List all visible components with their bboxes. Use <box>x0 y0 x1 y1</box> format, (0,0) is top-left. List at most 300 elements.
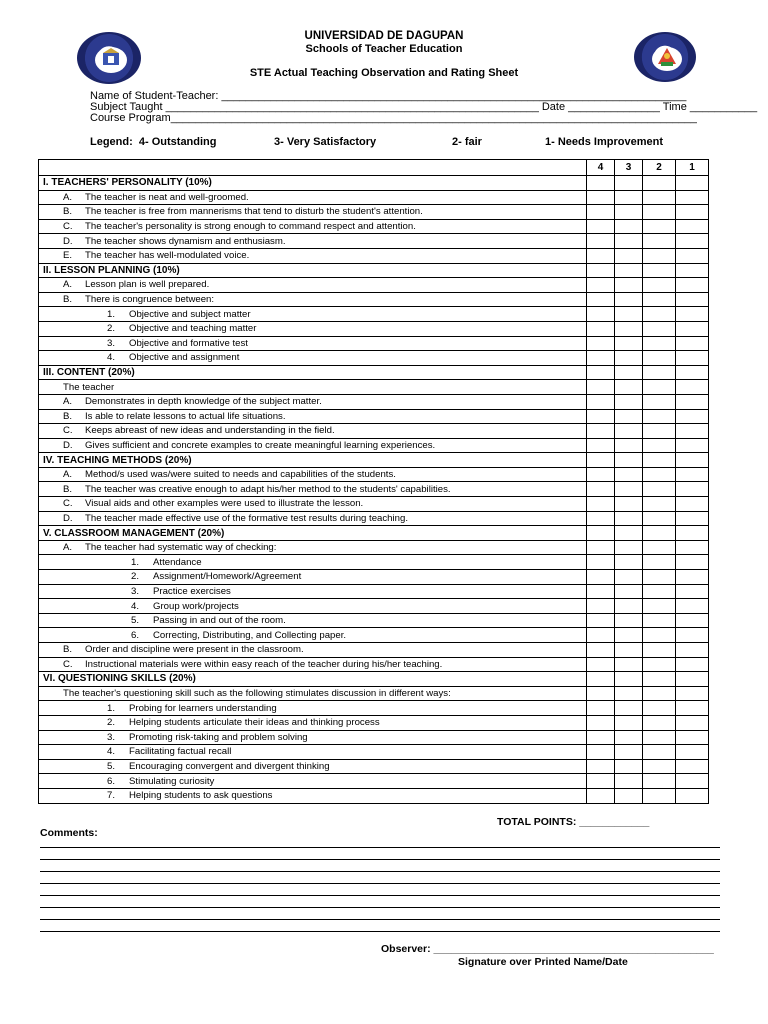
score-cell-3 <box>615 380 643 395</box>
item-label: The teacher's questioning skill such as the following stimulates discussion in different ways: <box>63 688 451 700</box>
score-cell-1[interactable] <box>676 715 709 730</box>
score-cell-4[interactable] <box>587 409 615 424</box>
criterion-row <box>39 555 709 570</box>
item-marker: 5. <box>131 615 140 627</box>
score-cell-4[interactable] <box>587 613 615 628</box>
score-cell-4[interactable] <box>587 205 615 220</box>
score-cell-3[interactable] <box>615 613 643 628</box>
score-cell-1 <box>676 176 709 191</box>
criterion-row <box>39 497 709 512</box>
score-cell-4[interactable] <box>587 292 615 307</box>
item-label: Practice exercises <box>153 585 231 597</box>
score-cell-3[interactable] <box>615 511 643 526</box>
score-cell-2[interactable] <box>643 497 676 512</box>
criterion-row <box>39 788 709 803</box>
score-cell-2[interactable] <box>643 351 676 366</box>
score-cell-4 <box>587 263 615 278</box>
score-cell-2[interactable] <box>643 745 676 760</box>
score-cell-2[interactable] <box>643 613 676 628</box>
criterion-row <box>39 278 709 293</box>
score-cell-1 <box>676 263 709 278</box>
comment-line[interactable] <box>40 895 720 896</box>
score-cell-1[interactable] <box>676 540 709 555</box>
score-cell-4[interactable] <box>587 570 615 585</box>
university-name: UNIVERSIDAD DE DAGUPAN <box>304 30 464 42</box>
score-cell-3[interactable] <box>615 555 643 570</box>
score-cell-3[interactable] <box>615 394 643 409</box>
criterion-row <box>39 292 709 307</box>
item-marker: 3. <box>107 337 116 349</box>
score-cell-2[interactable] <box>643 438 676 453</box>
score-cell-4[interactable] <box>587 234 615 249</box>
score-cell-2[interactable] <box>643 730 676 745</box>
item-label: Instructional materials were within easy reach of the teacher during his/her teaching. <box>85 658 443 670</box>
criterion-row <box>39 219 709 234</box>
item-marker: 6. <box>107 775 116 787</box>
score-cell-1[interactable] <box>676 351 709 366</box>
item-label: I. TEACHERS' PERSONALITY (10%) <box>43 177 212 189</box>
criterion-text <box>39 307 587 322</box>
score-cell-3[interactable] <box>615 190 643 205</box>
score-cell-2[interactable] <box>643 628 676 643</box>
score-cell-1[interactable] <box>676 248 709 263</box>
score-cell-4[interactable] <box>587 190 615 205</box>
score-cell-3[interactable] <box>615 409 643 424</box>
score-cell-3[interactable] <box>615 278 643 293</box>
score-cell-4 <box>587 672 615 687</box>
score-cell-4[interactable] <box>587 599 615 614</box>
score-cell-4[interactable] <box>587 701 615 716</box>
criterion-row <box>39 628 709 643</box>
score-cell-4[interactable] <box>587 307 615 322</box>
score-cell-1[interactable] <box>676 424 709 439</box>
score-cell-2[interactable] <box>643 701 676 716</box>
criterion-row <box>39 248 709 263</box>
score-cell-4[interactable] <box>587 248 615 263</box>
score-header-4: 4 <box>587 160 615 176</box>
criterion-row <box>39 730 709 745</box>
score-cell-1[interactable] <box>676 657 709 672</box>
comment-line[interactable] <box>40 907 720 908</box>
score-cell-2[interactable] <box>643 424 676 439</box>
criterion-row <box>39 657 709 672</box>
score-cell-2[interactable] <box>643 584 676 599</box>
score-cell-2[interactable] <box>643 336 676 351</box>
item-label: The teacher was creative enough to adapt his/her method to the students' capabilities. <box>85 483 451 495</box>
item-marker: 2. <box>107 323 116 335</box>
score-cell-4[interactable] <box>587 788 615 803</box>
criterion-row <box>39 570 709 585</box>
score-cell-4[interactable] <box>587 745 615 760</box>
item-marker: B. <box>63 644 73 656</box>
score-cell-1[interactable] <box>676 234 709 249</box>
criterion-text <box>39 497 587 512</box>
item-label: Group work/projects <box>153 600 239 612</box>
score-cell-3[interactable] <box>615 336 643 351</box>
score-cell-1 <box>676 526 709 541</box>
total-points[interactable]: TOTAL POINTS: ____________ <box>497 816 650 828</box>
criterion-text <box>39 205 587 220</box>
score-cell-3[interactable] <box>615 715 643 730</box>
score-cell-2[interactable] <box>643 482 676 497</box>
criterion-row <box>39 438 709 453</box>
item-marker: 6. <box>131 629 140 641</box>
score-cell-2[interactable] <box>643 570 676 585</box>
score-cell-3[interactable] <box>615 584 643 599</box>
item-label: Passing in and out of the room. <box>153 615 286 627</box>
rating-table <box>38 159 709 804</box>
item-marker: 1. <box>107 702 116 714</box>
score-cell-3[interactable] <box>615 321 643 336</box>
criterion-text <box>39 321 587 336</box>
item-label: VI. QUESTIONING SKILLS (20%) <box>43 673 196 685</box>
score-cell-1[interactable] <box>676 511 709 526</box>
item-label: Promoting risk-taking and problem solving <box>129 731 308 743</box>
item-marker: 4. <box>107 746 116 758</box>
score-cell-3 <box>615 686 643 701</box>
section-title <box>39 453 587 468</box>
score-cell-1 <box>676 686 709 701</box>
criterion-row <box>39 190 709 205</box>
score-cell-2[interactable] <box>643 467 676 482</box>
criterion-text <box>39 759 587 774</box>
score-cell-2[interactable] <box>643 278 676 293</box>
item-marker: 1. <box>107 308 116 320</box>
item-label: II. LESSON PLANNING (10%) <box>43 264 180 276</box>
criterion-text <box>39 336 587 351</box>
criterion-row <box>39 482 709 497</box>
comments-label: Comments: <box>40 827 98 839</box>
section-title <box>39 263 587 278</box>
criterion-row <box>39 540 709 555</box>
score-cell-3[interactable] <box>615 292 643 307</box>
score-header-2: 2 <box>643 160 676 176</box>
item-marker: 4. <box>107 352 116 364</box>
item-label: The teacher shows dynamism and enthusiasm. <box>85 235 286 247</box>
item-label: Keeps abreast of new ideas and understanding in the field. <box>85 425 335 437</box>
criterion-text <box>39 292 587 307</box>
score-cell-1[interactable] <box>676 497 709 512</box>
school-name: Schools of Teacher Education <box>305 43 463 55</box>
score-cell-4[interactable] <box>587 438 615 453</box>
score-cell-2[interactable] <box>643 759 676 774</box>
item-marker: D. <box>63 439 73 451</box>
score-cell-1[interactable] <box>676 599 709 614</box>
score-cell-1[interactable] <box>676 409 709 424</box>
criterion-row <box>39 467 709 482</box>
criterion-text <box>39 278 587 293</box>
item-marker: 5. <box>107 761 116 773</box>
item-label: The teacher had systematic way of checking: <box>85 542 277 554</box>
comment-line[interactable] <box>40 931 720 932</box>
score-cell-1[interactable] <box>676 278 709 293</box>
score-cell-1[interactable] <box>676 394 709 409</box>
comment-line[interactable] <box>40 883 720 884</box>
item-marker: 3. <box>131 585 140 597</box>
item-marker: 3. <box>107 731 116 743</box>
score-cell-1[interactable] <box>676 628 709 643</box>
score-cell-4[interactable] <box>587 394 615 409</box>
score-cell-4 <box>587 380 615 395</box>
item-marker: 4. <box>131 600 140 612</box>
score-cell-3[interactable] <box>615 467 643 482</box>
score-cell-4[interactable] <box>587 511 615 526</box>
criterion-row <box>39 774 709 789</box>
score-cell-2[interactable] <box>643 511 676 526</box>
criterion-text <box>39 248 587 263</box>
score-cell-2[interactable] <box>643 219 676 234</box>
item-marker: D. <box>63 512 73 524</box>
score-cell-4[interactable] <box>587 730 615 745</box>
criterion-text <box>39 584 587 599</box>
section-row <box>39 365 709 380</box>
signature-caption: Signature over Printed Name/Date <box>458 956 628 968</box>
score-cell-1[interactable] <box>676 584 709 599</box>
criterion-text <box>39 424 587 439</box>
criterion-row <box>39 380 709 395</box>
score-cell-2[interactable] <box>643 248 676 263</box>
score-cell-1[interactable] <box>676 219 709 234</box>
score-header-1: 1 <box>676 160 709 176</box>
score-cell-4 <box>587 176 615 191</box>
item-label: There is congruence between: <box>85 294 215 306</box>
score-cell-2[interactable] <box>643 657 676 672</box>
criterion-text <box>39 570 587 585</box>
score-cell-4 <box>587 453 615 468</box>
item-label: Encouraging convergent and divergent thinking <box>129 761 330 773</box>
score-cell-3[interactable] <box>615 774 643 789</box>
item-marker: C. <box>63 658 73 670</box>
score-cell-1[interactable] <box>676 759 709 774</box>
criterion-text <box>39 745 587 760</box>
score-cell-1 <box>676 380 709 395</box>
criterion-row <box>39 321 709 336</box>
sheet-title: STE Actual Teaching Observation and Rating Sheet <box>249 67 519 79</box>
section-title <box>39 672 587 687</box>
score-cell-1[interactable] <box>676 482 709 497</box>
score-cell-2[interactable] <box>643 190 676 205</box>
section-title <box>39 365 587 380</box>
score-cell-3[interactable] <box>615 759 643 774</box>
score-cell-3[interactable] <box>615 643 643 658</box>
section-row <box>39 453 709 468</box>
criterion-row <box>39 234 709 249</box>
criterion-text <box>39 351 587 366</box>
criteria-header <box>39 160 587 176</box>
score-cell-2[interactable] <box>643 409 676 424</box>
score-cell-3[interactable] <box>615 628 643 643</box>
score-cell-2[interactable] <box>643 643 676 658</box>
score-cell-2[interactable] <box>643 555 676 570</box>
course-program-field[interactable]: Course Program______________________________________________________________________________________ <box>90 112 697 124</box>
criterion-text <box>39 409 587 424</box>
score-cell-2 <box>643 686 676 701</box>
score-cell-4[interactable] <box>587 584 615 599</box>
legend-fair: 2- fair <box>452 136 482 148</box>
score-cell-1[interactable] <box>676 205 709 220</box>
item-label: Method/s used was/were suited to needs and capabilities of the students. <box>85 469 396 481</box>
score-cell-4[interactable] <box>587 219 615 234</box>
score-cell-2[interactable] <box>643 540 676 555</box>
score-cell-1[interactable] <box>676 336 709 351</box>
item-label: Attendance <box>153 556 202 568</box>
section-row <box>39 526 709 541</box>
item-label: Objective and assignment <box>129 352 240 364</box>
criterion-text <box>39 730 587 745</box>
criterion-row <box>39 424 709 439</box>
score-cell-1[interactable] <box>676 788 709 803</box>
score-cell-4[interactable] <box>587 336 615 351</box>
score-cell-2[interactable] <box>643 774 676 789</box>
criterion-text <box>39 599 587 614</box>
score-cell-1[interactable] <box>676 190 709 205</box>
comment-line[interactable] <box>40 847 720 848</box>
item-label: The teacher has well-modulated voice. <box>85 250 250 262</box>
score-cell-3[interactable] <box>615 438 643 453</box>
score-cell-2[interactable] <box>643 205 676 220</box>
score-cell-4[interactable] <box>587 643 615 658</box>
score-cell-1[interactable] <box>676 292 709 307</box>
score-cell-1[interactable] <box>676 555 709 570</box>
criterion-text <box>39 613 587 628</box>
criterion-text <box>39 438 587 453</box>
item-marker: B. <box>63 410 73 422</box>
score-cell-1[interactable] <box>676 307 709 322</box>
score-cell-3[interactable] <box>615 788 643 803</box>
item-marker: 7. <box>107 790 116 802</box>
score-cell-3[interactable] <box>615 701 643 716</box>
score-cell-4[interactable] <box>587 351 615 366</box>
score-cell-1[interactable] <box>676 745 709 760</box>
score-cell-1[interactable] <box>676 467 709 482</box>
score-cell-4[interactable] <box>587 628 615 643</box>
score-cell-2 <box>643 526 676 541</box>
score-cell-2[interactable] <box>643 599 676 614</box>
score-cell-1[interactable] <box>676 730 709 745</box>
item-marker: E. <box>63 250 73 262</box>
score-cell-1 <box>676 365 709 380</box>
item-label: Facilitating factual recall <box>129 746 232 758</box>
score-cell-2[interactable] <box>643 715 676 730</box>
score-cell-4[interactable] <box>587 540 615 555</box>
section-title <box>39 176 587 191</box>
item-label: Objective and formative test <box>129 337 248 349</box>
criterion-text <box>39 511 587 526</box>
item-marker: 1. <box>131 556 140 568</box>
score-cell-1 <box>676 453 709 468</box>
legend-outstanding: Legend: 4- Outstanding <box>90 136 217 148</box>
item-label: The teacher <box>63 381 115 393</box>
criterion-row <box>39 336 709 351</box>
score-cell-2[interactable] <box>643 394 676 409</box>
score-cell-4[interactable] <box>587 715 615 730</box>
score-cell-1[interactable] <box>676 701 709 716</box>
score-cell-3[interactable] <box>615 482 643 497</box>
comment-line[interactable] <box>40 871 720 872</box>
score-cell-2[interactable] <box>643 788 676 803</box>
section-row <box>39 263 709 278</box>
item-label: Helping students to ask questions <box>129 790 273 802</box>
score-cell-4[interactable] <box>587 424 615 439</box>
criterion-text <box>39 715 587 730</box>
score-cell-2[interactable] <box>643 292 676 307</box>
criterion-row <box>39 686 709 701</box>
score-cell-2[interactable] <box>643 234 676 249</box>
score-cell-1[interactable] <box>676 438 709 453</box>
item-label: Stimulating curiosity <box>129 775 215 787</box>
score-cell-3[interactable] <box>615 570 643 585</box>
score-cell-4[interactable] <box>587 278 615 293</box>
score-cell-4[interactable] <box>587 555 615 570</box>
score-cell-3[interactable] <box>615 234 643 249</box>
observer-field[interactable]: Observer: ________________________________________________ <box>381 943 714 955</box>
score-cell-4[interactable] <box>587 321 615 336</box>
score-cell-2[interactable] <box>643 307 676 322</box>
section-row <box>39 176 709 191</box>
score-cell-4[interactable] <box>587 774 615 789</box>
score-cell-4 <box>587 526 615 541</box>
score-cell-1[interactable] <box>676 570 709 585</box>
score-cell-3[interactable] <box>615 351 643 366</box>
item-label: Lesson plan is well prepared. <box>85 279 210 291</box>
score-cell-1 <box>676 672 709 687</box>
score-cell-3[interactable] <box>615 497 643 512</box>
item-label: The teacher made effective use of the formative test results during teaching. <box>85 512 408 524</box>
criterion-row <box>39 584 709 599</box>
score-cell-1[interactable] <box>676 321 709 336</box>
student-teacher-field[interactable]: Name of Student-Teacher: ____________________________________________________________________________ <box>90 90 687 102</box>
score-cell-3[interactable] <box>615 599 643 614</box>
score-cell-3[interactable] <box>615 540 643 555</box>
score-cell-4[interactable] <box>587 482 615 497</box>
item-label: Visual aids and other examples were used to illustrate the lesson. <box>85 498 364 510</box>
score-cell-3[interactable] <box>615 307 643 322</box>
score-cell-3[interactable] <box>615 730 643 745</box>
score-cell-4[interactable] <box>587 759 615 774</box>
score-cell-3[interactable] <box>615 657 643 672</box>
comment-line[interactable] <box>40 859 720 860</box>
score-cell-3[interactable] <box>615 248 643 263</box>
score-cell-1[interactable] <box>676 774 709 789</box>
score-cell-2[interactable] <box>643 321 676 336</box>
subject-date-time-field[interactable]: Subject Taught _____________________________________________________________ Date _______________ Time ___________ <box>90 101 758 113</box>
score-cell-3[interactable] <box>615 219 643 234</box>
score-cell-4[interactable] <box>587 497 615 512</box>
score-cell-3[interactable] <box>615 745 643 760</box>
score-cell-4[interactable] <box>587 467 615 482</box>
criterion-text <box>39 657 587 672</box>
score-cell-3[interactable] <box>615 205 643 220</box>
criterion-text <box>39 643 587 658</box>
table-header-row <box>39 160 709 176</box>
score-cell-1[interactable] <box>676 613 709 628</box>
score-cell-3 <box>615 176 643 191</box>
criterion-row <box>39 409 709 424</box>
item-label: Helping students articulate their ideas and thinking process <box>129 717 380 729</box>
criterion-text <box>39 701 587 716</box>
item-label: V. CLASSROOM MANAGEMENT (20%) <box>43 527 225 539</box>
criterion-row <box>39 759 709 774</box>
score-cell-4[interactable] <box>587 657 615 672</box>
score-cell-3[interactable] <box>615 424 643 439</box>
criterion-row <box>39 599 709 614</box>
comment-line[interactable] <box>40 919 720 920</box>
criterion-text <box>39 190 587 205</box>
score-cell-2 <box>643 365 676 380</box>
item-marker: D. <box>63 235 73 247</box>
criterion-text <box>39 234 587 249</box>
score-cell-1[interactable] <box>676 643 709 658</box>
